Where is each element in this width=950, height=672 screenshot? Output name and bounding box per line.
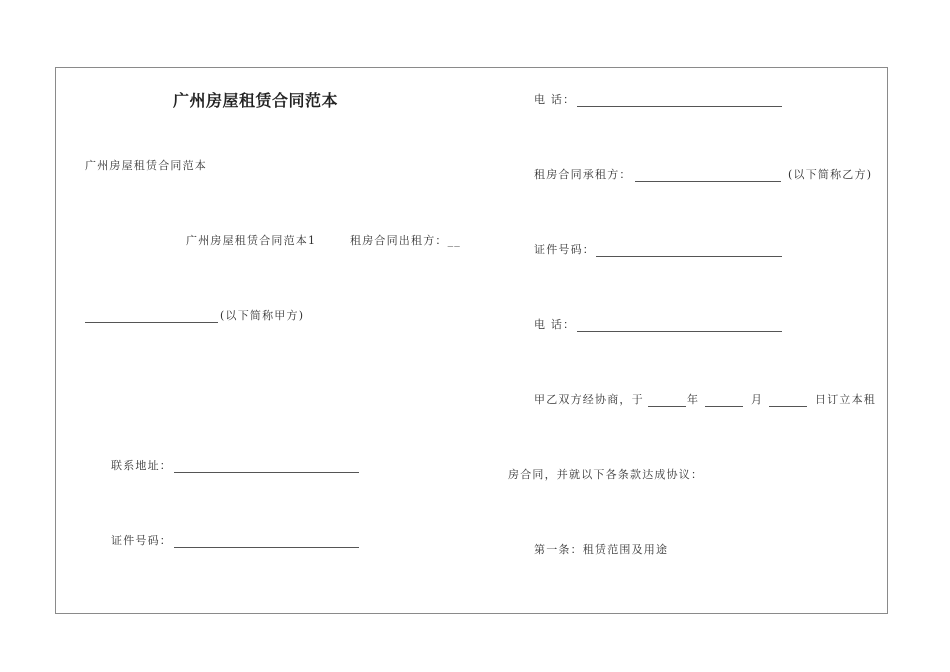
agreement-text-2: 房合同，并就以下各条款达成协议： bbox=[508, 468, 704, 481]
year-blank-line bbox=[648, 406, 686, 407]
lessor-phone-blank-line bbox=[577, 106, 782, 107]
lessee-blank-line bbox=[635, 181, 781, 182]
day-blank-line bbox=[769, 406, 807, 407]
lessor-phone-label: 电 话： bbox=[534, 93, 576, 106]
lessor-id-blank-line bbox=[174, 547, 359, 548]
lessor-blank-line bbox=[85, 322, 218, 323]
day-label: 日订立本租 bbox=[815, 393, 876, 406]
lessee-phone-label: 电 话： bbox=[534, 318, 576, 331]
year-label: 年 bbox=[687, 393, 700, 406]
month-label: 月 bbox=[751, 393, 764, 406]
intro-text: 广州房屋租赁合同范本 bbox=[85, 159, 207, 172]
lessor-alias: (以下简称甲方) bbox=[220, 309, 305, 322]
lessee-alias: (以下简称乙方) bbox=[788, 168, 873, 181]
address-label: 联系地址： bbox=[111, 459, 172, 472]
address-blank-line bbox=[174, 472, 359, 473]
lessee-id-label: 证件号码： bbox=[534, 243, 595, 256]
month-blank-line bbox=[705, 406, 743, 407]
lessor-id-label: 证件号码： bbox=[111, 534, 172, 547]
lessor-label: 租房合同出租方：__ bbox=[350, 234, 461, 247]
subtitle-text: 广州房屋租赁合同范本1 bbox=[186, 234, 317, 247]
article-1-heading: 第一条：租赁范围及用途 bbox=[534, 543, 669, 556]
document-page bbox=[55, 67, 888, 614]
lessee-phone-blank-line bbox=[577, 331, 782, 332]
lessee-id-blank-line bbox=[596, 256, 782, 257]
agreement-text-1: 甲乙双方经协商，于 bbox=[534, 393, 644, 406]
document-title: 广州房屋租赁合同范本 bbox=[173, 91, 339, 110]
lessee-label: 租房合同承租方： bbox=[534, 168, 632, 181]
